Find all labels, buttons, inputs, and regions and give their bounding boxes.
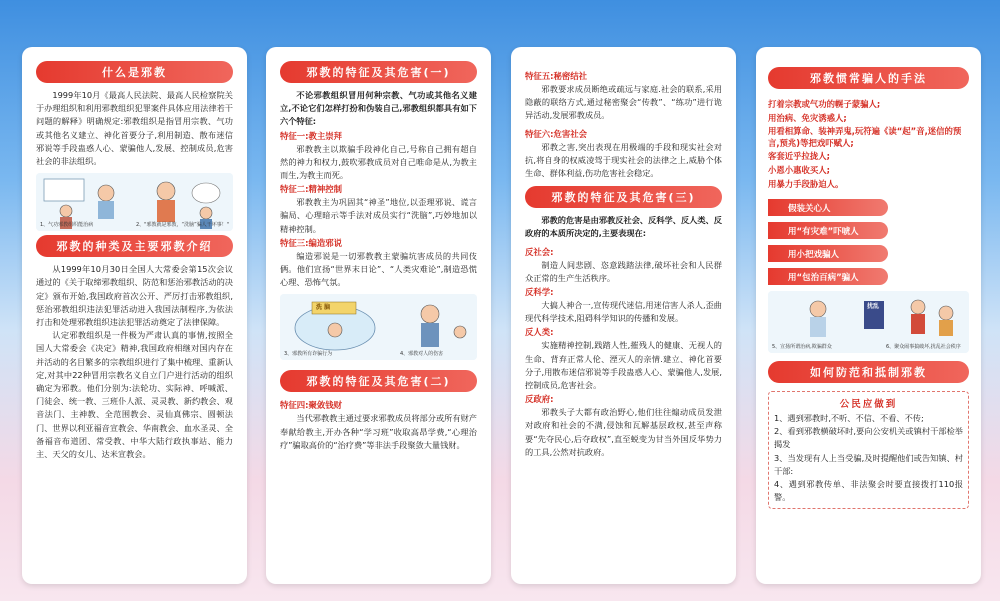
- citizen-duty-item: 4、遇到邪教传单、非法聚会时要直接拨打110报警。: [774, 479, 963, 503]
- cartoon-illustration-3: [768, 291, 969, 353]
- harm-anti-government-heading: 反政府:: [525, 394, 554, 405]
- harm-anti-science-heading: 反科学:: [525, 287, 554, 298]
- feature-5-text: 邪教要求成员断绝或疏远与家庭.社会的联系,采用隐蔽的联络方式,通过秘密聚会“传教”、“练功”进行诡异活动,发展邪教成员。: [525, 84, 722, 121]
- harm-anti-science-text: 大搞人神合一,宣传现代迷信,用迷信害人杀人,歪曲现代科学技术,阻碍科学知识的传播和发展。: [525, 300, 722, 324]
- brainwash-sign: 洗 脑: [316, 304, 331, 312]
- cartoon-caption-6: 6、聚众闹事搞破坏,扰乱社会秩序: [886, 344, 961, 350]
- trick-item: 打着宗教或气功的幌子蒙骗人;: [768, 99, 881, 109]
- section-title-deception: 邪教惯常骗人的手法: [768, 67, 969, 89]
- section-title-cult-types: 邪教的种类及主要邪教介绍: [36, 235, 233, 257]
- harm-anti-humanity-heading: 反人类:: [525, 327, 554, 338]
- cartoon-illustration-2: [280, 294, 477, 360]
- harm-anti-humanity-text: 实施精神控制,践踏人性,摧残人的健康、无视人的生命、背弃正常人伦、湮灭人的亲情.建立、神化首要分子,用散布迷信邪说等手段蛊惑人心、蒙骗他人,发展,控制成员,危害社会。: [525, 340, 722, 391]
- feature-6-text: 邪教之害,突出表现在用极端的手段和现实社会对抗,将自身的权威凌驾于现实社会的法律之上,威胁个体生命、群体利益,伤功危害社会稳定。: [525, 141, 722, 179]
- feature-5-heading: 特征五:秘密结社: [525, 71, 587, 81]
- harm-intro: 邪教的危害是由邪教反社会、反科学、反人类、反政府的本质所决定的,主要表现在:: [525, 215, 722, 239]
- method-tab: 用“包治百病”骗人: [768, 268, 888, 285]
- harm-anti-society-text: 制造人间悲剧、恣意践踏法律,破坏社会和人民群众正常的生产生活秩序。: [525, 259, 722, 283]
- method-tab: 用“有灾难”吓唬人: [768, 222, 888, 239]
- citizen-duties-title: 公民应做到: [839, 399, 898, 410]
- cartoon-illustration-1: [36, 173, 233, 231]
- trick-item: 用暴力手段胁迫人。: [768, 179, 844, 189]
- harm-anti-society-heading: 反社会:: [525, 246, 554, 257]
- feature-2-text: 邪教教主为巩固其“神圣”地位,以歪理邪说、谎言骗局、心理暗示等手法对成员实行“洗脑”,巧妙地加以精神控制。: [280, 197, 477, 234]
- citizen-duty-item: 2、看到邪教横破坏时,要向公安机关或镇村干部检举揭发: [774, 426, 963, 450]
- feature-3-heading: 特征三:编造邪说: [280, 237, 342, 248]
- method-tab: 用小把戏骗人: [768, 245, 888, 262]
- trick-item: 小恩小惠收买人;: [768, 165, 830, 175]
- feature-4-text: 当代邪教教主通过要求邪教成员将部分或所有财产奉献给教主,开办各种“学习班”收取高昂学费,“心理治疗”骗取高价的“治疗费”等非法手段聚敛大量钱财。: [280, 413, 477, 450]
- method-tab: 假装关心人: [768, 199, 888, 216]
- feature-4-heading: 特征四:聚敛钱财: [280, 400, 342, 411]
- cartoon-caption-3: 3、邪教所有诈骗行为: [284, 351, 333, 358]
- feature-1-heading: 特征一:教主崇拜: [280, 130, 342, 141]
- law-history-paragraph: 从1999年10月30日全国人大常委会第15次会议通过的《关于取缔邪教组织、防范和惩治邪教活动的决定》颁布开始,我国政府首次公开、严厉打击邪教组织,惩治邪教组织违法犯罪活动进入我国法制程序,为依法打击和处理邪教组织违法犯罪活动奠定了法律保障。: [36, 264, 233, 328]
- section-title-characteristics-1: 邪教的特征及其危害(一): [280, 61, 477, 83]
- section-title-prevention: 如何防范和抵制邪教: [768, 361, 969, 383]
- citizen-duty-item: 3、当发现有人上当受骗,及时提醒他们或告知镇、村干部:: [774, 452, 963, 476]
- feature-2-heading: 特征二:精神控制: [280, 184, 342, 195]
- panel-characteristics-3: [511, 47, 736, 584]
- trick-item: 用治病、免灾诱惑人;: [768, 113, 847, 123]
- panel-deception-methods: [756, 47, 981, 584]
- disturbance-badge: 扰乱: [867, 303, 880, 310]
- citizen-duty-item: 1、遇到邪教时,不听、不信、不看、不传;: [774, 413, 924, 423]
- method-tabs: [768, 199, 969, 285]
- section-title-characteristics-3: 邪教的特征及其危害(三): [525, 186, 722, 208]
- section-title-what-is-cult: 什么是邪教: [36, 61, 233, 83]
- cartoon-caption-5: 5、宣扬所谓治病,欺骗群众: [772, 344, 832, 350]
- characteristics-intro: 不论邪教组织冒用何种宗教、气功或其他名义建立,不论它们怎样打扮和伪装自己,邪教组织都具有如下六个特征:: [280, 90, 477, 127]
- panel-what-is-cult: [22, 47, 247, 584]
- feature-3-text: 编造邪说是一切邪教教主蒙骗坑害成员的共同伎俩。他们宣扬“世界末日论”、“人类灾难论”,制造恐慌心理、恐怖气氛。: [280, 250, 477, 288]
- feature-6-heading: 特征六:危害社会: [525, 128, 587, 139]
- panel-characteristics-1: [266, 47, 491, 584]
- cartoon-caption-1: 1、气功邪教组织能治病: [40, 222, 94, 229]
- tricks-list: [768, 97, 969, 191]
- trick-item: 用看相算命、装神弄鬼,玩符遍《读“起”音,迷信的预言,预兆)等把戏吓赋人;: [768, 126, 962, 148]
- cartoon-caption-4: 4、邪教对人的伤害: [400, 351, 444, 358]
- feature-1-text: 邪教教主以欺骗手段神化自己,号称自己拥有超自然的神力和权力,鼓吹邪教成员对自己唯命是从,为教主而生,为教主而死。: [280, 143, 477, 181]
- citizen-duties-box: [768, 391, 969, 509]
- section-title-characteristics-2: 邪教的特征及其危害(二): [280, 370, 477, 392]
- cult-list-paragraph: 认定邪教组织是一件极为严肃认真的事情,按照全国人大常委会《决定》精神,我国政府相继对国内存在并活动的名目繁多的宗教组织进行了集中梳理、重新认定,对其中22种冒用宗教名义自立门户进行活动的组织确定为邪教。他们分别为:法轮功、实际神、呼喊派、门徒会、统一教、三班仆人派、灵灵教、新约教会、观音法门、主神教、全范围教会、灵仙真佛宗、圆顿法门、世界以利亚福音宣教会、华南教会、血水圣灵、全备福音布道团、常受教、中华大陆行政执事站、能力主、天父的女儿、达米宣教会。: [36, 330, 233, 460]
- harm-anti-government-text: 邪教头子大都有政治野心,他们往往煽动成员发泄对政府和社会的不满,侵蚀和瓦解基层政权,甚至声称要“先夺民心,后夺政权”,直至蜕变为甘当外国反华势力的工具,公然对抗政府。: [525, 407, 722, 457]
- definition-paragraph: 1999年10月《最高人民法院、最高人民检察院关于办理组织和利用邪教组织犯罪案件具体应用法律若干问题的解释》明确规定:邪教组织是指冒用宗教、气功或其他名义建立、神化首要分子,利用制造、散布迷信邪说等手段蛊惑人心、蒙骗他人,发展、控制成员,危害社会的非法组织。: [36, 90, 233, 167]
- cartoon-caption-2: 2、"邪教就是邪教，“洗脑”骗人干坏事！": [136, 222, 229, 229]
- trick-item: 客套近乎拉拢人;: [768, 151, 830, 161]
